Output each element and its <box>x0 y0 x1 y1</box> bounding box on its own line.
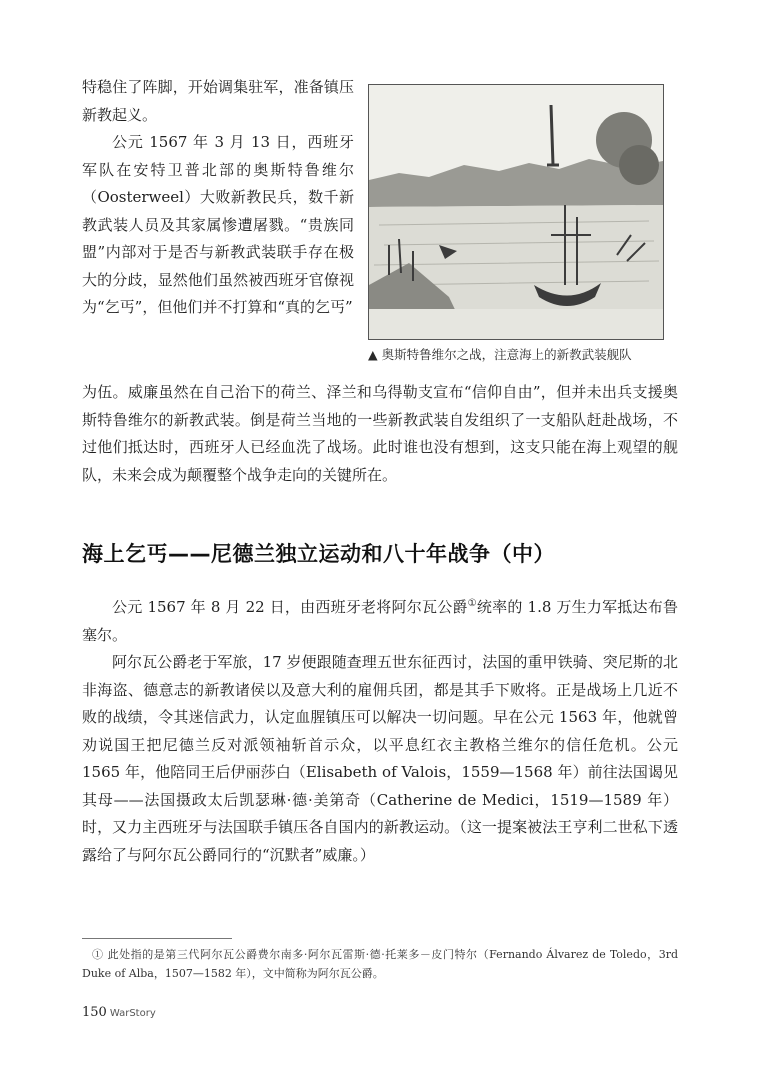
footnote <box>82 945 678 983</box>
paragraph-alba-arrival <box>82 594 678 649</box>
paragraph-alba-career: 阿尔瓦公爵老于军旅，17 岁便跟随查理五世东征西讨，法国的重甲铁骑、突尼斯的北非海盗、德意志的新教诸侯以及意大利的雇佣兵团，都是其手下败将。正是战场上几近不败的战绩，令其迷信武力，认定血腥镇压可以解决一切问题。早在公元 1563 年，他就曾劝说国王把尼德兰反对派领袖斩首示众，以平息红衣主教格兰维尔的信任危机。公元 1565 年，他陪同王后伊丽莎白（Elisabeth of Valois，1559—1568 年）前往法国谒见其母——法国摄政太后凯瑟琳·德·美第奇（Catherine de Medici，1519—1589 年）时，又力主西班牙与法国联手镇压各自国内的新教运动。（这一提案被法王亨利二世私下透露给了与阿尔瓦公爵同行的“沉默者”威廉。） <box>82 653 678 864</box>
paragraph-continued: 特稳住了阵脚，开始调集驻军，准备镇压新教起义。 <box>82 78 354 124</box>
battle-engraving-image <box>368 84 664 340</box>
text-column-top <box>82 74 354 322</box>
footnote-marker[interactable]: ① <box>467 598 477 609</box>
figure-battle-of-oosterweel <box>368 84 664 364</box>
footnote-divider <box>82 938 232 939</box>
page-number: 150 <box>82 1005 107 1020</box>
publication-brand: WarStory <box>109 1008 156 1019</box>
paragraph-oosterweel: 公元 1567 年 3 月 13 日，西班牙军队在安特卫普北部的奥斯特鲁维尔（Oosterweel）大败新教民兵，数千新教武装人员及其家属惨遭屠戮。“贵族同盟”内部对于是否与新教武装联手存在极大的分歧，显然他们虽然被西班牙官僚视为“乞丐”，但他们并不打算和“真的乞丐” <box>82 133 354 316</box>
page-footer <box>82 1005 156 1020</box>
paragraph-continuation: 为伍。威廉虽然在自己治下的荷兰、泽兰和乌得勒支宣布“信仰自由”，但并未出兵支援奥斯特鲁维尔的新教武装。倒是荷兰当地的一些新教武装自发组织了一支船队赶赴战场，不过他们抵达时，西班牙人已经血洗了战场。此时谁也没有想到，这支只能在海上观望的舰队，未来会成为颠覆整个战争走向的关键所在。 <box>82 383 678 484</box>
footnote-text: ① 此处指的是第三代阿尔瓦公爵费尔南多·阿尔瓦雷斯·德·托莱多－皮门特尔（Fernando Álvarez de Toledo，3rd Duke of Alba，1507—1582 年），文中简称为阿尔瓦公爵。 <box>82 948 678 980</box>
p1-text-after: 统率的 1.8 万生力军抵达布鲁塞尔。 <box>82 598 678 644</box>
p1-text-before: 公元 1567 年 8 月 22 日，由西班牙老将阿尔瓦公爵 <box>112 598 468 616</box>
section-heading: 海上乞丐——尼德兰独立运动和八十年战争（中） <box>82 542 555 566</box>
figure-caption: ▲ 奥斯特鲁维尔之战，注意海上的新教武装舰队 <box>368 347 632 362</box>
text-column-full <box>82 379 678 489</box>
section-body <box>82 594 678 869</box>
